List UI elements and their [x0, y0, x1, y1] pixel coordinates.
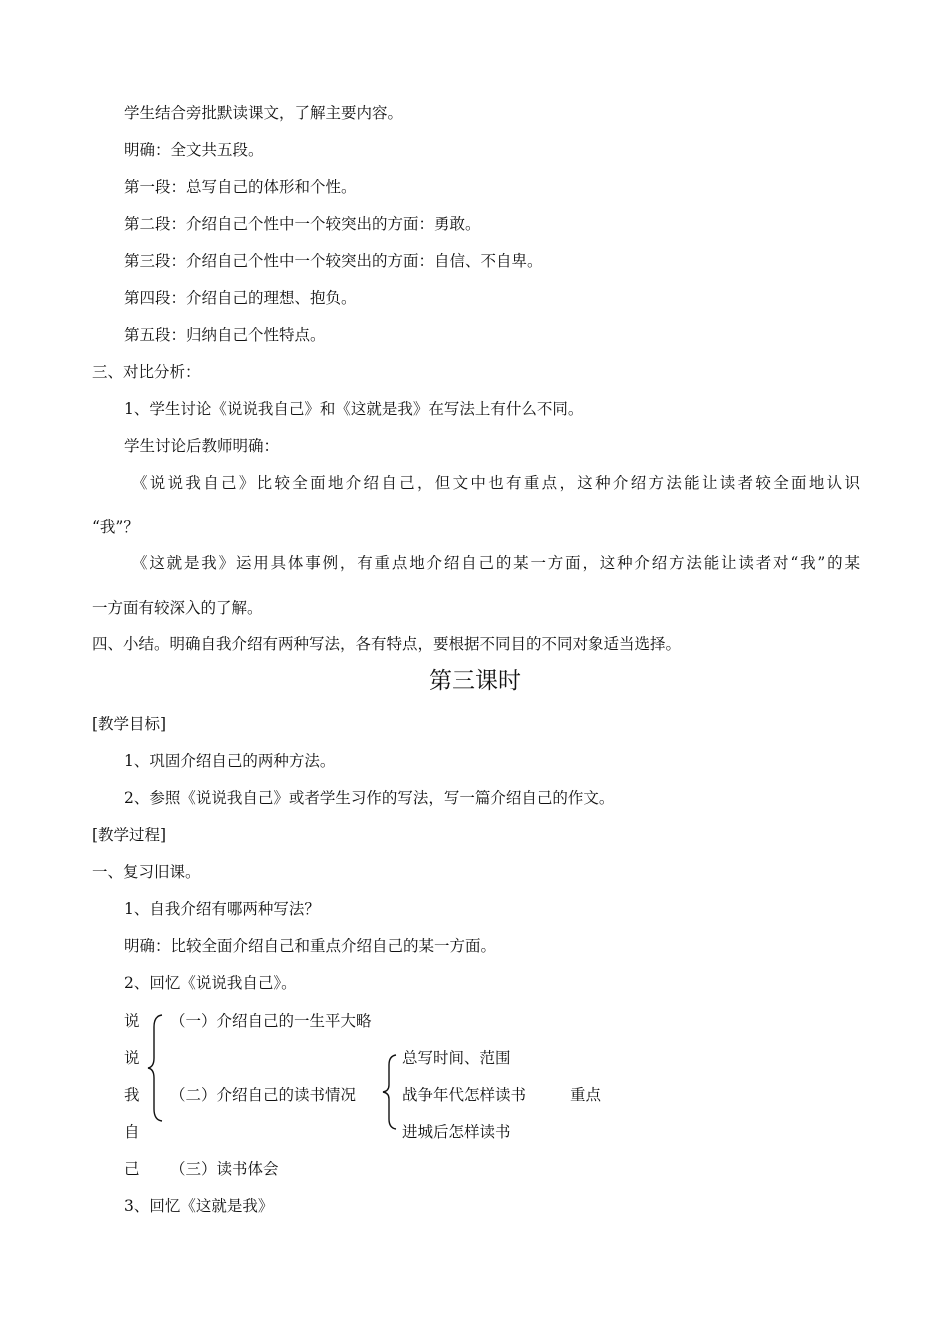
- diagram-title-char: 说: [124, 1049, 140, 1067]
- diagram-key-label: 重点: [570, 1086, 602, 1104]
- diagram-sub-item: 战争年代怎样读书: [402, 1086, 527, 1104]
- diagram-branch: （二）介绍自己的读书情况: [170, 1086, 357, 1104]
- paragraph: 学生讨论后教师明确：: [124, 437, 280, 455]
- diagram-branch: （一）介绍自己的一生平大略: [170, 1012, 372, 1030]
- diagram-title-char: 自: [124, 1123, 140, 1141]
- paragraph: 2、回忆《说说我自己》。: [124, 974, 297, 992]
- diagram-title-char: 己: [124, 1160, 140, 1178]
- paragraph: 1、自我介绍有哪两种写法？: [124, 900, 320, 918]
- paragraph: 1、学生讨论《说说我自己》和《这就是我》在写法上有什么不同。: [124, 400, 584, 418]
- paragraph: 明确：比较全面介绍自己和重点介绍自己的某一方面。: [124, 937, 497, 955]
- section-heading: 一、复习旧课。: [92, 863, 201, 881]
- diagram-branch: （三）读书体会: [170, 1160, 279, 1178]
- paragraph: 第一段：总写自己的体形和个性。: [124, 178, 357, 196]
- paragraph: 《这就是我》运用具体事例，有重点地介绍自己的某一方面，这种介绍方法能让读者对“我”的某: [132, 554, 860, 572]
- paragraph: 第二段：介绍自己个性中一个较突出的方面：勇敢。: [124, 215, 481, 233]
- section-heading: 四、小结。明确自我介绍有两种写法，各有特点，要根据不同目的不同对象适当选择。: [92, 635, 682, 653]
- list-item: 1、巩固介绍自己的两种方法。: [124, 752, 336, 770]
- goals-heading: [教学目标]: [92, 715, 167, 733]
- paragraph: 3、回忆《这就是我》: [124, 1197, 274, 1215]
- left-brace-icon: [380, 1053, 400, 1131]
- paragraph: “我”？: [92, 518, 139, 536]
- paragraph: 学生结合旁批默读课文，了解主要内容。: [124, 104, 404, 122]
- diagram-sub-item: 总写时间、范围: [402, 1049, 511, 1067]
- diagram-title-char: 说: [124, 1012, 140, 1030]
- paragraph: 第四段：介绍自己的理想、抱负。: [124, 289, 357, 307]
- paragraph: 第五段：归纳自己个性特点。: [124, 326, 326, 344]
- paragraph: 《说说我自己》比较全面地介绍自己，但文中也有重点，这种介绍方法能让读者较全面地认识: [132, 474, 860, 492]
- process-heading: [教学过程]: [92, 826, 167, 844]
- diagram-sub-item: 进城后怎样读书: [402, 1123, 511, 1141]
- left-brace-icon: [146, 1013, 166, 1123]
- section-heading: 三、对比分析：: [92, 363, 201, 381]
- diagram-title-char: 我: [124, 1086, 140, 1104]
- list-item: 2、参照《说说我自己》或者学生习作的写法，写一篇介绍自己的作文。: [124, 789, 615, 807]
- paragraph: 明确：全文共五段。: [124, 141, 264, 159]
- page-title: 第三课时: [429, 668, 521, 694]
- paragraph: 一方面有较深入的了解。: [92, 599, 263, 617]
- paragraph: 第三段：介绍自己个性中一个较突出的方面：自信、不自卑。: [124, 252, 543, 270]
